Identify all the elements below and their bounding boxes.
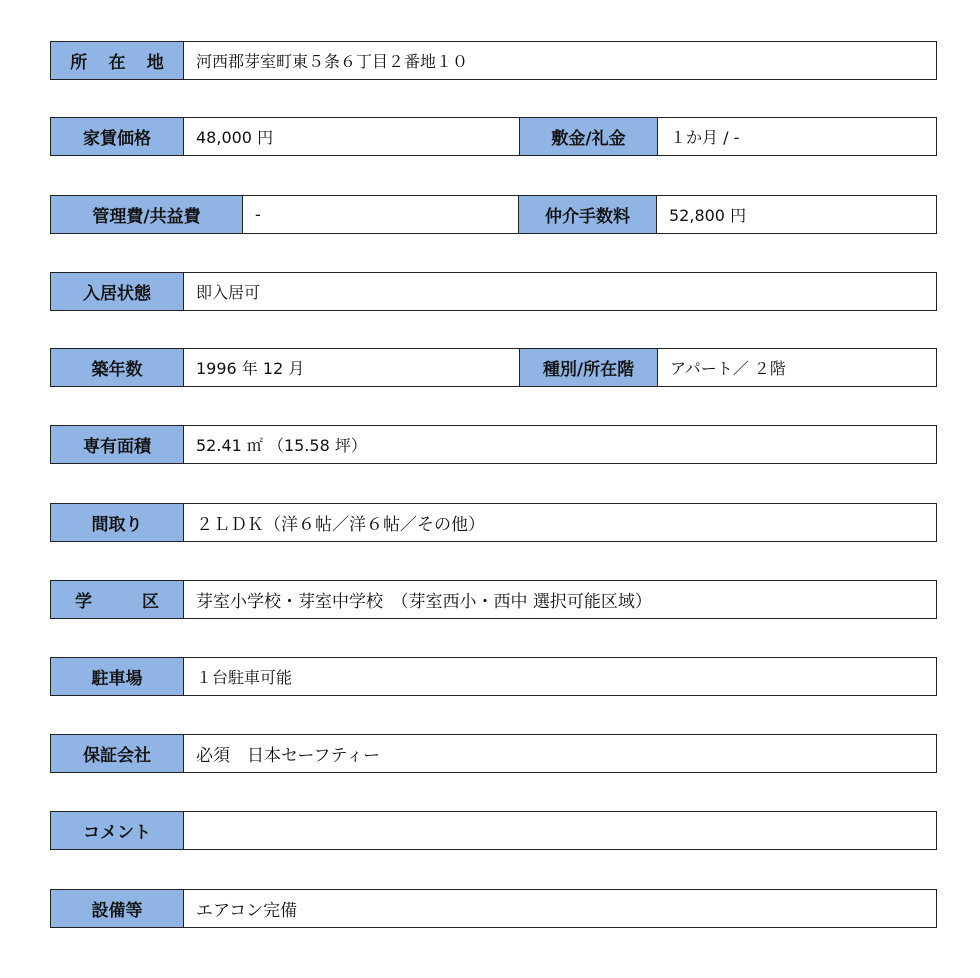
comment-label: コメント	[51, 812, 184, 849]
comment-row	[50, 811, 937, 850]
layout-row	[50, 503, 937, 542]
deposit-label: 敷金/礼金	[520, 118, 658, 155]
parking-label: 駐車場	[51, 658, 184, 695]
rent-value: 48,000 円	[184, 118, 520, 155]
school-label: 学 区	[51, 581, 184, 618]
rent-label: 家賃価格	[51, 118, 184, 155]
type-floor-value: アパート／ ２階	[670, 359, 786, 378]
layout-label: 間取り	[51, 504, 184, 541]
area-value: 52.41 ㎡ （15.58 坪）	[196, 436, 367, 455]
fees-row	[50, 195, 937, 234]
parking-value: １台駐車可能	[196, 668, 293, 687]
status-label: 入居状態	[51, 273, 184, 310]
area-label: 専有面積	[51, 426, 184, 463]
equipment-value: エアコン完備	[196, 901, 298, 921]
parking-row	[50, 657, 937, 696]
address-row	[50, 41, 937, 80]
management-fee-value: -	[243, 196, 519, 233]
brokerage-fee-label: 仲介手数料	[519, 196, 657, 233]
type-floor-label: 種別/所在階	[520, 349, 658, 386]
deposit-value: １か月 / -	[670, 128, 740, 147]
guarantee-row	[50, 734, 937, 773]
school-value: 芽室小学校・芽室中学校 （芽室西小・西中 選択可能区域）	[196, 592, 652, 612]
address-label: 所 在 地	[51, 42, 184, 79]
built-label: 築年数	[51, 349, 184, 386]
equipment-label: 設備等	[51, 890, 184, 927]
area-row	[50, 425, 937, 464]
built-row	[50, 348, 937, 387]
equipment-row	[50, 889, 937, 928]
management-fee-label: 管理費/共益費	[51, 196, 243, 233]
status-value: 即入居可	[196, 283, 261, 302]
rent-row	[50, 117, 937, 156]
school-row	[50, 580, 937, 619]
built-value: 1996 年 12 月	[184, 349, 520, 386]
guarantee-label: 保証会社	[51, 735, 184, 772]
status-row	[50, 272, 937, 311]
brokerage-fee-value: 52,800 円	[669, 206, 747, 225]
layout-value: ２ＬＤＫ（洋６帖／洋６帖／その他）	[196, 515, 485, 535]
address-value: 河西郡芽室町東５条６丁目２番地１０	[196, 52, 469, 71]
guarantee-value: 必須 日本セーフティー	[196, 746, 381, 766]
comment-value	[184, 812, 936, 849]
